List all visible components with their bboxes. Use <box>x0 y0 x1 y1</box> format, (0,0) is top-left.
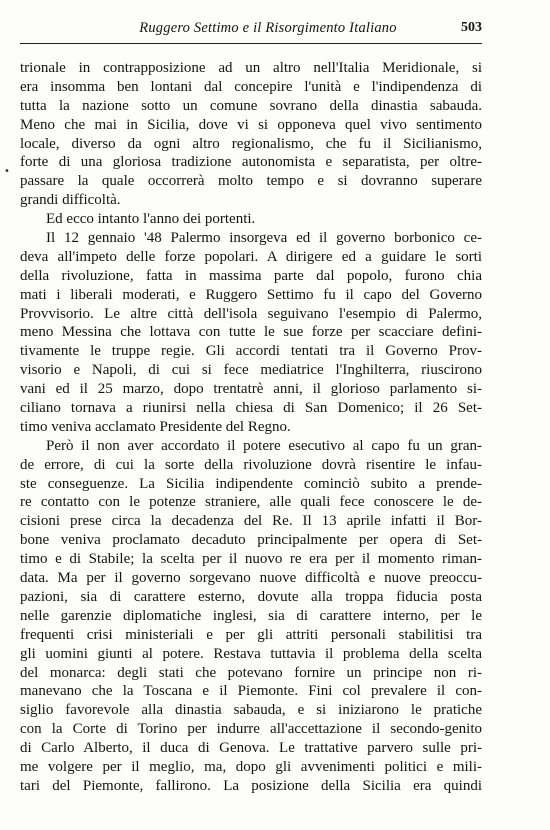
text-line: timo e di Stabile; la scelta per il nuovo re era per il momento riman- <box>20 551 482 568</box>
text-line: bone veniva proclamato decaduto principalmente per opera di Set- <box>20 532 482 549</box>
text-line: manevano che la Toscana e il Piemonte. Fini col prevalere il con- <box>20 683 482 700</box>
text-line: meno Messina che lottava con tutte le sue forze per scacciare defini- <box>20 324 482 341</box>
text-line: tivamente le truppe regie. Gli accordi tentati tra il Governo Prov- <box>20 343 482 360</box>
text-line: Provvisorio. Le altre città dell'isola seguivano l'esempio di Palermo, <box>20 305 482 322</box>
text-line: deva all'impeto delle forze popolari. A dirigere ed a guidare le sorti <box>20 248 482 265</box>
text-line: ciliano tornava a riunirsi nella chiesa di San Domenico; il 26 Set- <box>20 400 482 417</box>
text-line: data. Ma per il governo sorgevano nuove difficoltà e nuove preoccu- <box>20 570 482 587</box>
body-text <box>20 59 482 796</box>
text-line: ste conseguenze. La Sicilia indipendente cominciò subito a prende- <box>20 475 482 492</box>
text-line: vani ed il 25 marzo, dopo trentatrè anni, il glorioso parlamento si- <box>20 381 482 398</box>
margin-mark: • <box>4 166 10 177</box>
text-line: di Carlo Alberto, il duca di Genova. Le trattative parvero sulle pri- <box>20 740 482 757</box>
text-line: passare la quale occorrerà molto tempo e si dovranno superare <box>20 173 482 190</box>
text-line: gli uomini giunti al potere. Restava tuttavia il problema della scelta <box>20 645 482 662</box>
text-line: Il 12 gennaio '48 Palermo insorgeva ed il governo borbonico ce- <box>46 230 482 247</box>
text-line: re contatto con le potenze straniere, alle quali fece conoscere le de- <box>20 494 482 511</box>
text-line: cisioni prese circa la decadenza del Re. Il 13 aprile infatti il Bor- <box>20 513 482 530</box>
running-title: Ruggero Settimo e il Risorgimento Italiano <box>139 20 397 36</box>
text-line: del monarca: degli stati che potevano fornire un principe non ri- <box>20 664 482 681</box>
text-line: tutta la nazione sotto un comune sovrano della dinastia sabauda. <box>20 97 482 114</box>
text-line: tari del Piemonte, fallirono. La posizione della Sicilia era quindi <box>20 777 482 794</box>
text-line: mati i liberali moderati, e Ruggero Settimo fu il capo del Governo <box>20 286 482 303</box>
text-line: Meno che mai in Sicilia, dove vi si opponeva quel vivo sentimento <box>20 116 482 133</box>
text-line: con la Corte di Torino per indurre all'accettazione il secondo-genito <box>20 721 482 738</box>
text-line: locale, diverso da ogni altro regionalismo, che fu il Sicilianismo, <box>20 135 482 152</box>
text-line: visorio e Napoli, di cui si fece mediatrice l'Inghilterra, riuscirono <box>20 362 482 379</box>
text-line: Però il non aver accordato il potere esecutivo al capo fu un gran- <box>46 437 482 454</box>
page-number: 503 <box>461 20 482 35</box>
text-line: frequenti crisi ministeriali e per gli attriti personali stabilitisi tra <box>20 626 482 643</box>
text-line: de errore, di cui la sorte della rivoluzione dovrà risentire le infau- <box>20 456 482 473</box>
running-head <box>20 20 482 42</box>
text-line: della rivoluzione, fatta in massima parte dal popolo, furono chia <box>20 267 482 284</box>
text-line: Ed ecco intanto l'anno dei portenti. <box>46 211 256 228</box>
text-line: forte di una gloriosa tradizione autonomista e separatista, per oltre- <box>20 154 482 171</box>
text-line: siglio favorevole alla dinastia sabauda, e si iniziarono le pratiche <box>20 702 482 719</box>
text-line: era insomma ben lontani dal concepire l'unità e l'indipendenza di <box>20 78 482 95</box>
text-line: grandi difficoltà. <box>20 192 121 209</box>
text-line: me volgere per il meglio, ma, dopo gli avvenimenti politici e mili- <box>20 758 482 775</box>
text-line: nelle garenzie diplomatiche inglesi, sia di carattere interno, per le <box>20 607 482 624</box>
header-rule <box>20 43 482 44</box>
text-line: pazioni, sia di carattere esterno, dovute alla troppa fiducia posta <box>20 588 482 605</box>
text-line: timo veniva acclamato Presidente del Regno. <box>20 418 291 435</box>
text-line: trionale in contrapposizione ad un altro nell'Italia Meridionale, si <box>20 60 482 76</box>
